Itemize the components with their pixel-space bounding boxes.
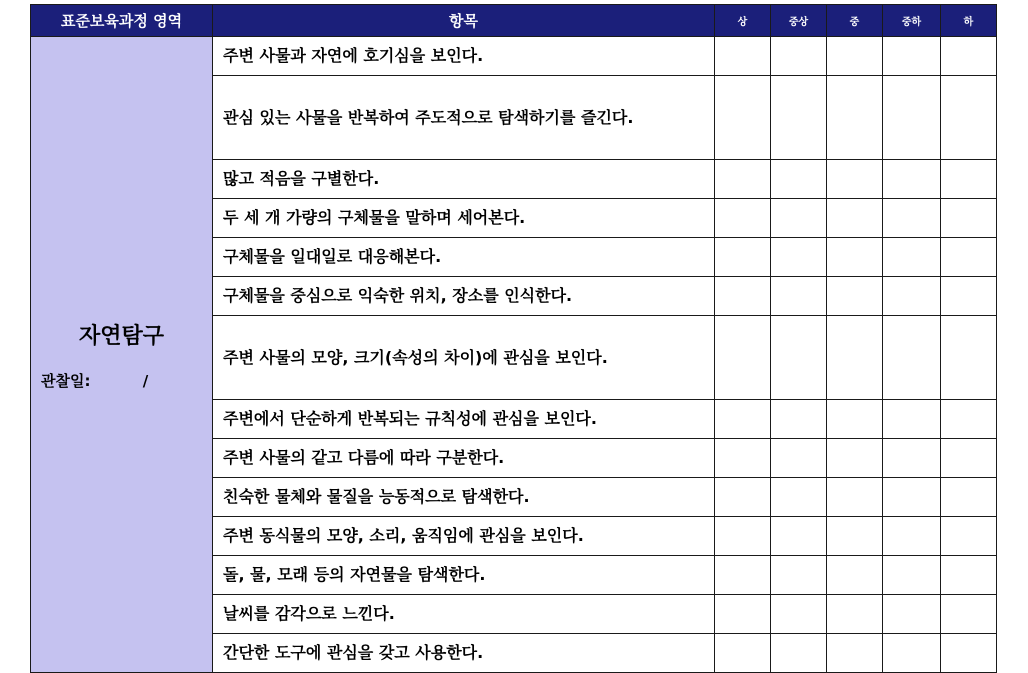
- rating-cell[interactable]: [827, 634, 883, 673]
- rating-cell[interactable]: [715, 634, 771, 673]
- item-text: 돌, 물, 모래 등의 자연물을 탐색한다.: [213, 556, 715, 595]
- rating-cell[interactable]: [827, 517, 883, 556]
- rating-cell[interactable]: [715, 556, 771, 595]
- rating-cell[interactable]: [827, 76, 883, 160]
- rating-cell[interactable]: [941, 37, 997, 76]
- header-rating-low: 하: [941, 5, 997, 37]
- rating-cell[interactable]: [883, 76, 941, 160]
- rating-cell[interactable]: [771, 316, 827, 400]
- item-text: 주변 동식물의 모양, 소리, 움직임에 관심을 보인다.: [213, 517, 715, 556]
- observation-date[interactable]: [31, 370, 212, 391]
- rating-cell[interactable]: [827, 238, 883, 277]
- rating-cell[interactable]: [883, 37, 941, 76]
- rating-cell[interactable]: [883, 238, 941, 277]
- rating-cell[interactable]: [883, 199, 941, 238]
- item-text: 주변 사물의 모양, 크기(속성의 차이)에 관심을 보인다.: [213, 316, 715, 400]
- rating-cell[interactable]: [715, 277, 771, 316]
- header-rating-lower-mid: 중하: [883, 5, 941, 37]
- rating-cell[interactable]: [941, 634, 997, 673]
- observation-separator: /: [142, 371, 149, 390]
- rating-cell[interactable]: [827, 478, 883, 517]
- rating-cell[interactable]: [941, 478, 997, 517]
- rating-cell[interactable]: [771, 634, 827, 673]
- rating-cell[interactable]: [771, 595, 827, 634]
- item-text: 주변 사물과 자연에 호기심을 보인다.: [213, 37, 715, 76]
- rating-cell[interactable]: [883, 439, 941, 478]
- rating-cell[interactable]: [771, 238, 827, 277]
- rating-cell[interactable]: [827, 556, 883, 595]
- rating-cell[interactable]: [715, 37, 771, 76]
- rating-cell[interactable]: [941, 400, 997, 439]
- rating-cell[interactable]: [827, 277, 883, 316]
- area-title: 자연탐구: [78, 323, 164, 349]
- rating-cell[interactable]: [771, 37, 827, 76]
- rating-cell[interactable]: [827, 160, 883, 199]
- rating-cell[interactable]: [827, 595, 883, 634]
- rating-cell[interactable]: [883, 160, 941, 199]
- rating-cell[interactable]: [715, 76, 771, 160]
- item-text: 두 세 개 가량의 구체물을 말하며 세어본다.: [213, 199, 715, 238]
- rating-cell[interactable]: [771, 76, 827, 160]
- item-text: 간단한 도구에 관심을 갖고 사용한다.: [213, 634, 715, 673]
- rating-cell[interactable]: [827, 37, 883, 76]
- rating-cell[interactable]: [941, 160, 997, 199]
- header-area: 표준보육과정 영역: [31, 5, 213, 37]
- rating-cell[interactable]: [827, 400, 883, 439]
- item-text: 주변 사물의 같고 다름에 따라 구분한다.: [213, 439, 715, 478]
- rating-cell[interactable]: [715, 238, 771, 277]
- header-rating-mid: 중: [827, 5, 883, 37]
- header-row: [31, 5, 997, 37]
- header-item: 항목: [213, 5, 715, 37]
- rating-cell[interactable]: [883, 316, 941, 400]
- rating-cell[interactable]: [771, 199, 827, 238]
- rating-cell[interactable]: [827, 316, 883, 400]
- item-text: 관심 있는 사물을 반복하여 주도적으로 탐색하기를 즐긴다.: [213, 76, 715, 160]
- rating-cell[interactable]: [715, 316, 771, 400]
- rating-cell[interactable]: [827, 439, 883, 478]
- header-rating-upper-mid: 중상: [771, 5, 827, 37]
- rating-cell[interactable]: [771, 439, 827, 478]
- rating-cell[interactable]: [883, 556, 941, 595]
- rating-cell[interactable]: [941, 199, 997, 238]
- item-text: 많고 적음을 구별한다.: [213, 160, 715, 199]
- rating-cell[interactable]: [941, 316, 997, 400]
- rating-cell[interactable]: [883, 478, 941, 517]
- rating-cell[interactable]: [715, 478, 771, 517]
- item-text: 구체물을 일대일로 대응해본다.: [213, 238, 715, 277]
- rating-cell[interactable]: [827, 199, 883, 238]
- item-text: 주변에서 단순하게 반복되는 규칙성에 관심을 보인다.: [213, 400, 715, 439]
- area-cell: [31, 37, 213, 673]
- rating-cell[interactable]: [883, 517, 941, 556]
- rating-cell[interactable]: [771, 478, 827, 517]
- rating-cell[interactable]: [771, 400, 827, 439]
- rating-cell[interactable]: [941, 238, 997, 277]
- evaluation-table: [30, 4, 997, 673]
- rating-cell[interactable]: [715, 439, 771, 478]
- item-text: 구체물을 중심으로 익숙한 위치, 장소를 인식한다.: [213, 277, 715, 316]
- rating-cell[interactable]: [715, 400, 771, 439]
- rating-cell[interactable]: [715, 517, 771, 556]
- header-rating-high: 상: [715, 5, 771, 37]
- rating-cell[interactable]: [771, 277, 827, 316]
- rating-cell[interactable]: [771, 160, 827, 199]
- rating-cell[interactable]: [941, 556, 997, 595]
- observation-label: 관찰일:: [41, 371, 91, 390]
- rating-cell[interactable]: [715, 595, 771, 634]
- rating-cell[interactable]: [883, 400, 941, 439]
- rating-cell[interactable]: [883, 634, 941, 673]
- rating-cell[interactable]: [771, 517, 827, 556]
- item-text: 친숙한 물체와 물질을 능동적으로 탐색한다.: [213, 478, 715, 517]
- rating-cell[interactable]: [941, 76, 997, 160]
- rating-cell[interactable]: [771, 556, 827, 595]
- rating-cell[interactable]: [941, 277, 997, 316]
- rating-cell[interactable]: [941, 595, 997, 634]
- rating-cell[interactable]: [941, 517, 997, 556]
- table-row: [31, 37, 997, 76]
- rating-cell[interactable]: [715, 199, 771, 238]
- item-text: 날씨를 감각으로 느낀다.: [213, 595, 715, 634]
- rating-cell[interactable]: [715, 160, 771, 199]
- rating-cell[interactable]: [941, 439, 997, 478]
- rating-cell[interactable]: [883, 595, 941, 634]
- rating-cell[interactable]: [883, 277, 941, 316]
